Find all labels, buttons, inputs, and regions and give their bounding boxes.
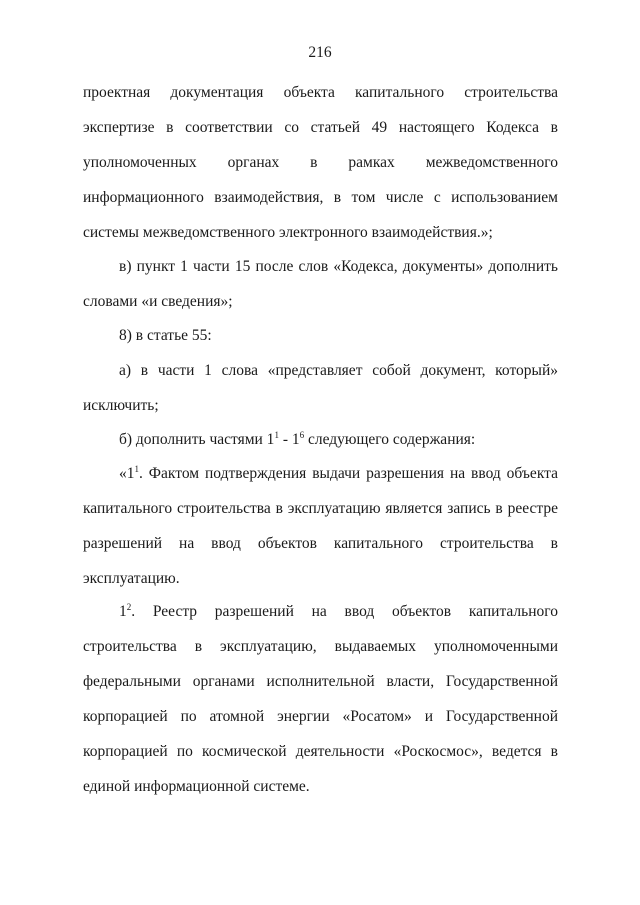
- text-line: экспертизе в соответствии со статьей 49 настоящего Кодекса в: [83, 119, 558, 136]
- paragraph-3: [83, 318, 558, 353]
- text-fragment: . Фактом подтверждения выдачи разрешения на ввод объекта: [139, 465, 558, 482]
- superscript: 1: [274, 430, 279, 440]
- paragraph-4: [83, 353, 558, 423]
- text-fragment: б) дополнить частями 1: [119, 431, 275, 448]
- text-line: эксплуатацию.: [83, 570, 180, 587]
- text-line: разрешений на ввод объектов капитального строительства в: [83, 535, 558, 552]
- text-fragment: . Реестр разрешений на ввод объектов капитального: [131, 603, 558, 620]
- paragraph-1: [83, 75, 558, 250]
- text-fragment: - 1: [278, 431, 300, 448]
- text-line: информационного взаимодействия, в том числе с использованием: [83, 189, 558, 206]
- text-line: корпорацией по космической деятельности «Роскосмос», ведется в: [83, 743, 558, 760]
- text-line: 8) в статье 55:: [119, 327, 212, 344]
- text-line: в) пункт 1 части 15 после слов «Кодекса, документы» дополнить: [119, 258, 558, 275]
- text-line: системы межведомственного электронного взаимодействия.»;: [83, 224, 493, 241]
- superscript: 6: [299, 430, 305, 440]
- text-fragment: следующего содержания:: [304, 431, 476, 448]
- text-line: [83, 422, 558, 457]
- text-line: словами «и сведения»;: [83, 293, 233, 310]
- text-line: уполномоченных органах в рамках межведомственного: [83, 154, 558, 171]
- text-line: [83, 594, 558, 629]
- text-line: единой информационной системе.: [83, 778, 310, 795]
- text-line: корпорацией по атомной энергии «Росатом» и Государственной: [83, 708, 558, 725]
- paragraph-2: [83, 249, 558, 319]
- text-line: исключить;: [83, 397, 159, 414]
- text-line: [83, 456, 558, 491]
- text-fragment: 1: [119, 603, 127, 620]
- paragraph-7: [83, 594, 558, 804]
- text-line: строительства в эксплуатацию, выдаваемых уполномоченными: [83, 638, 558, 655]
- text-line: а) в части 1 слова «представляет собой документ, который»: [119, 362, 558, 379]
- paragraph-6: [83, 456, 558, 596]
- superscript: 2: [126, 602, 132, 612]
- page-number: 216: [308, 44, 332, 61]
- paragraph-5: [83, 422, 558, 457]
- superscript: 1: [134, 464, 139, 474]
- text-line: капитального строительства в эксплуатацию является запись в реестре: [83, 500, 558, 517]
- text-line: федеральными органами исполнительной власти, Государственной: [83, 673, 558, 690]
- text-line: проектная документация объекта капитального строительства: [83, 84, 558, 101]
- text-fragment: «1: [119, 465, 135, 482]
